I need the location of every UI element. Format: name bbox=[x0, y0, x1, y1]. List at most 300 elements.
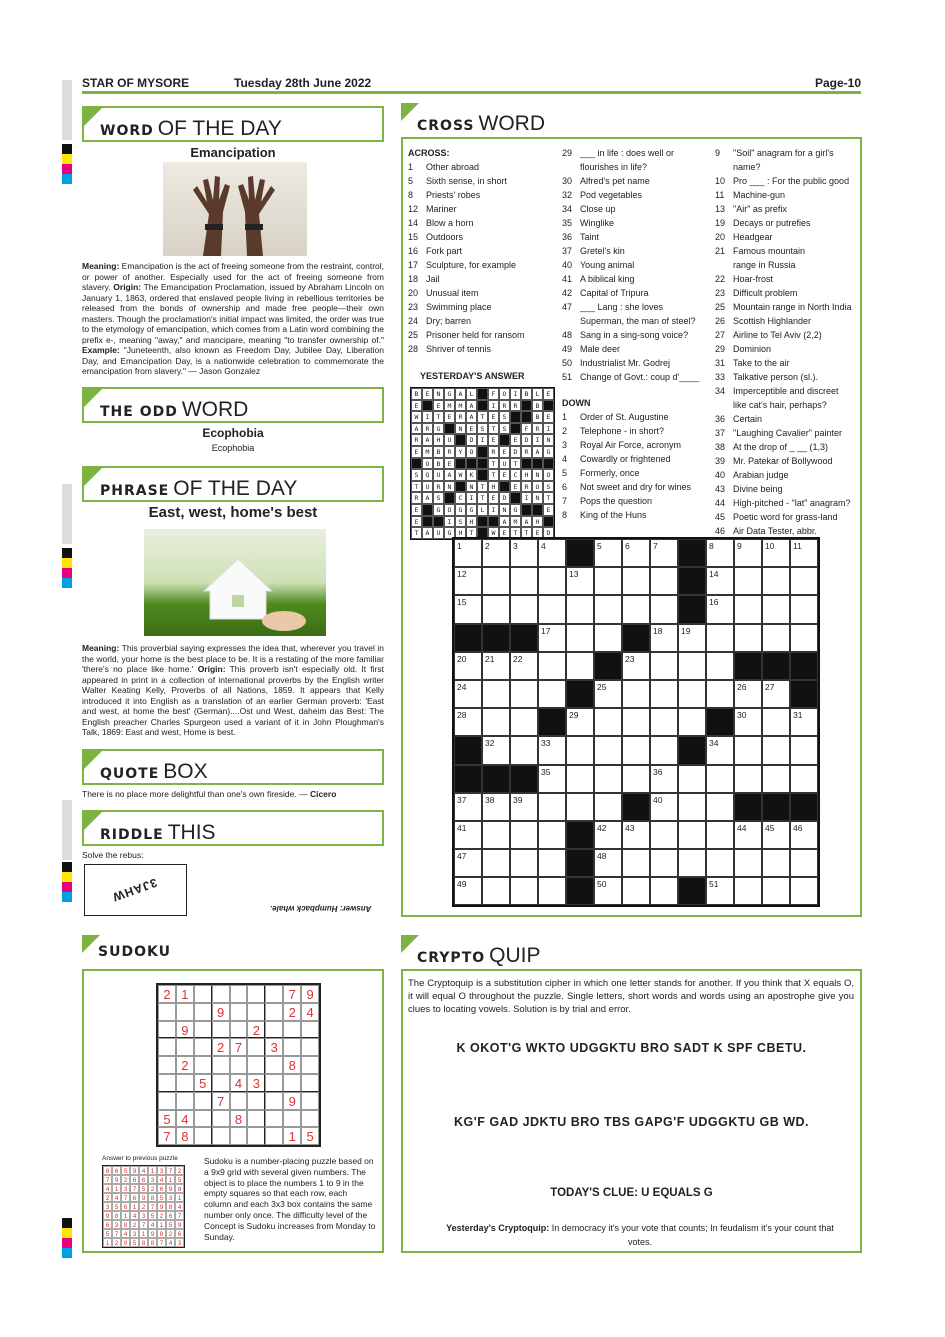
sudoku-cell: 7 bbox=[157, 1238, 166, 1247]
yesterday-answer-grid bbox=[410, 387, 555, 540]
crossword-cell[interactable]: 46 bbox=[790, 821, 818, 849]
crossword-cell[interactable] bbox=[566, 595, 594, 623]
sudoku-cell[interactable] bbox=[265, 1074, 283, 1092]
clue-number: 8 bbox=[408, 190, 414, 200]
crossword-cell[interactable] bbox=[678, 821, 706, 849]
crossword-cell[interactable]: 49 bbox=[454, 877, 482, 905]
clue-text: "Soil" anagram for a girl's name? bbox=[733, 148, 834, 172]
yesterday-cell: B bbox=[532, 411, 543, 423]
sudoku-cell[interactable] bbox=[247, 1127, 265, 1145]
sudoku-cell[interactable] bbox=[212, 1110, 230, 1128]
crossword-row bbox=[454, 680, 818, 708]
crossword-cell[interactable] bbox=[622, 567, 650, 595]
cryptoquip-title: CRYPTO QUIP bbox=[401, 935, 862, 971]
sudoku-cell: 6 bbox=[103, 1220, 112, 1229]
crossword-cell[interactable] bbox=[594, 708, 622, 736]
crossword-cell[interactable] bbox=[538, 680, 566, 708]
sudoku-cell: 8 bbox=[148, 1193, 157, 1202]
crossword-cell[interactable] bbox=[762, 849, 790, 877]
sudoku-cell[interactable] bbox=[265, 985, 283, 1003]
crossword-cell[interactable]: 50 bbox=[594, 877, 622, 905]
cryptoquip-intro: The Cryptoquip is a substitution cipher in which one letter stands for another. If you think that X equals O, it will equal O throughout the puzzle. Single letters, short words and words using an apostrophe give you clues to locating vowels. Solution is by trial and error. bbox=[408, 978, 854, 1015]
crossword-cell[interactable] bbox=[734, 877, 762, 905]
crossword-cell[interactable] bbox=[678, 849, 706, 877]
crossword-cell[interactable]: 5 bbox=[594, 539, 622, 567]
crossword-block bbox=[454, 736, 482, 764]
crossword-cell[interactable] bbox=[594, 624, 622, 652]
crossword-cell[interactable]: 6 bbox=[622, 539, 650, 567]
sudoku-cell[interactable] bbox=[247, 1003, 265, 1021]
yesterday-cell: E bbox=[488, 492, 499, 504]
crossword-cell[interactable] bbox=[762, 624, 790, 652]
yesterday-cell: E bbox=[411, 446, 422, 458]
sudoku-cell[interactable] bbox=[212, 1056, 230, 1074]
sudoku-cell[interactable] bbox=[158, 1038, 176, 1056]
crossword-cell[interactable]: 39 bbox=[510, 793, 538, 821]
sudoku-cell: 2 bbox=[157, 1211, 166, 1220]
sudoku-cell[interactable] bbox=[301, 1056, 319, 1074]
crossword-cell[interactable] bbox=[762, 567, 790, 595]
crossword-cell[interactable] bbox=[482, 708, 510, 736]
crossword-cell[interactable]: 42 bbox=[594, 821, 622, 849]
crossword-cell[interactable] bbox=[622, 765, 650, 793]
crossword-cell[interactable] bbox=[734, 567, 762, 595]
clue-text: Difficult problem bbox=[733, 288, 798, 298]
sudoku-cell[interactable] bbox=[247, 1092, 265, 1110]
yesterday-cell: I bbox=[521, 492, 532, 504]
sudoku-cell[interactable] bbox=[301, 1038, 319, 1056]
crossword-cell[interactable] bbox=[734, 595, 762, 623]
crossword-cell[interactable]: 11 bbox=[790, 539, 818, 567]
yesterday-cell: R bbox=[433, 481, 444, 493]
yesterday-cell: E bbox=[499, 446, 510, 458]
sudoku-cell[interactable] bbox=[176, 1038, 194, 1056]
house-photo bbox=[144, 529, 326, 636]
sudoku-cell[interactable] bbox=[301, 1021, 319, 1039]
crossword-cell[interactable] bbox=[594, 736, 622, 764]
crossword-cell[interactable] bbox=[594, 765, 622, 793]
crossword-cell[interactable]: 17 bbox=[538, 624, 566, 652]
clue-number: 18 bbox=[408, 274, 419, 284]
rebus-text: 3JAHW bbox=[110, 875, 159, 905]
clue-item bbox=[408, 202, 558, 216]
crossword-cell[interactable] bbox=[706, 765, 734, 793]
crossword-cell[interactable]: 2 bbox=[482, 539, 510, 567]
yesterday-cell: M bbox=[444, 400, 455, 412]
crossword-cell[interactable] bbox=[678, 793, 706, 821]
clue-number: 1 bbox=[562, 412, 568, 422]
crossword-cell[interactable] bbox=[762, 765, 790, 793]
yesterday-cell: D bbox=[521, 434, 532, 446]
sudoku-cell[interactable] bbox=[194, 1127, 212, 1145]
sudoku-cell[interactable] bbox=[283, 1038, 301, 1056]
crossword-cell[interactable]: 33 bbox=[538, 736, 566, 764]
crossword-cell[interactable] bbox=[734, 849, 762, 877]
yesterday-cell: A bbox=[444, 469, 455, 481]
clue-number: 37 bbox=[562, 246, 573, 256]
yesterday-cell: I bbox=[532, 434, 543, 446]
yesterday-cell bbox=[455, 481, 466, 493]
sudoku-cell: 8 bbox=[103, 1166, 112, 1175]
crossword-cell[interactable] bbox=[510, 708, 538, 736]
crossword-cell[interactable] bbox=[734, 765, 762, 793]
crossword-cell[interactable]: 40 bbox=[650, 793, 678, 821]
crossword-cell[interactable] bbox=[650, 652, 678, 680]
sudoku-cell[interactable] bbox=[265, 1021, 283, 1039]
clue-item bbox=[715, 356, 860, 370]
crossword-cell[interactable] bbox=[678, 680, 706, 708]
yesterday-cell: D bbox=[466, 434, 477, 446]
crossword-cell[interactable] bbox=[650, 680, 678, 708]
crossword-cell[interactable] bbox=[622, 595, 650, 623]
clue-item bbox=[562, 258, 712, 272]
crossword-cell[interactable]: 37 bbox=[454, 793, 482, 821]
crossword-cell[interactable]: 14 bbox=[706, 567, 734, 595]
yesterday-cell: D bbox=[499, 492, 510, 504]
sudoku-cell[interactable] bbox=[283, 1074, 301, 1092]
crossword-cell[interactable] bbox=[762, 595, 790, 623]
yesterday-cell: T bbox=[543, 492, 554, 504]
crossword-cell[interactable] bbox=[706, 624, 734, 652]
crossword-cell[interactable]: 35 bbox=[538, 765, 566, 793]
crossword-cell[interactable] bbox=[566, 624, 594, 652]
crossword-block bbox=[566, 849, 594, 877]
crossword-cell[interactable]: 30 bbox=[734, 708, 762, 736]
crossword-cell[interactable] bbox=[650, 877, 678, 905]
crossword-cell[interactable]: 19 bbox=[678, 624, 706, 652]
crossword-block bbox=[454, 624, 482, 652]
crossword-cell[interactable] bbox=[482, 821, 510, 849]
sudoku-cell[interactable] bbox=[212, 985, 230, 1003]
crossword-cell[interactable]: 25 bbox=[594, 680, 622, 708]
sudoku-cell[interactable] bbox=[265, 1092, 283, 1110]
crossword-cell[interactable]: 26 bbox=[734, 680, 762, 708]
crossword-cell[interactable] bbox=[762, 736, 790, 764]
crossword-cell[interactable] bbox=[482, 595, 510, 623]
crossword-cell[interactable] bbox=[566, 793, 594, 821]
crossword-cell[interactable] bbox=[678, 708, 706, 736]
crossword-cell[interactable]: 15 bbox=[454, 595, 482, 623]
crossword-cell[interactable] bbox=[622, 849, 650, 877]
sudoku-cell[interactable] bbox=[283, 1021, 301, 1039]
sudoku-cell[interactable] bbox=[212, 1127, 230, 1145]
crossword-grid[interactable] bbox=[452, 537, 820, 907]
clue-number: 2 bbox=[562, 426, 568, 436]
sudoku-cell[interactable] bbox=[230, 1003, 248, 1021]
sudoku-cell[interactable] bbox=[301, 1110, 319, 1128]
sudoku-cell[interactable] bbox=[194, 985, 212, 1003]
crossword-cell[interactable]: 34 bbox=[706, 736, 734, 764]
crossword-cell[interactable] bbox=[622, 680, 650, 708]
yesterday-cell: E bbox=[422, 388, 433, 400]
yesterday-cell: E bbox=[411, 400, 422, 412]
sudoku-cell[interactable] bbox=[247, 1056, 265, 1074]
clue-item bbox=[562, 342, 712, 356]
clue-number: 6 bbox=[562, 482, 568, 492]
sudoku-cell[interactable] bbox=[283, 1110, 301, 1128]
crossword-cell[interactable] bbox=[538, 567, 566, 595]
crossword-cell[interactable]: 22 bbox=[510, 652, 538, 680]
clue-item bbox=[562, 452, 712, 466]
crossword-cell[interactable]: 27 bbox=[762, 680, 790, 708]
crossword-cell[interactable] bbox=[650, 595, 678, 623]
yesterday-cell bbox=[477, 388, 488, 400]
yesterday-cell: I bbox=[488, 400, 499, 412]
sudoku-cell[interactable] bbox=[194, 1003, 212, 1021]
crossword-cell[interactable]: 48 bbox=[594, 849, 622, 877]
sudoku-cell[interactable] bbox=[158, 1092, 176, 1110]
crossword-cell[interactable] bbox=[510, 877, 538, 905]
sudoku-cell[interactable] bbox=[194, 1038, 212, 1056]
crossword-cell[interactable] bbox=[650, 849, 678, 877]
crossword-cell[interactable]: 38 bbox=[482, 793, 510, 821]
sudoku-cell[interactable] bbox=[194, 1021, 212, 1039]
crossword-block bbox=[482, 765, 510, 793]
sudoku-cell: 9 bbox=[112, 1175, 121, 1184]
sudoku-cell[interactable] bbox=[301, 1092, 319, 1110]
sudoku-cell: 4 bbox=[121, 1229, 130, 1238]
clue-text: Cowardly or frightened bbox=[580, 454, 671, 464]
crossword-cell[interactable]: 1 bbox=[454, 539, 482, 567]
yesterday-cell: G bbox=[543, 446, 554, 458]
yesterday-cell: G bbox=[455, 504, 466, 516]
crossword-row bbox=[454, 624, 818, 652]
crossword-cell[interactable]: 12 bbox=[454, 567, 482, 595]
crossword-cell[interactable] bbox=[510, 680, 538, 708]
crossword-cell[interactable] bbox=[706, 849, 734, 877]
clue-item bbox=[715, 496, 860, 510]
crossword-cell[interactable]: 21 bbox=[482, 652, 510, 680]
crossword-cell[interactable] bbox=[650, 708, 678, 736]
clue-text: Order of St. Augustine bbox=[580, 412, 669, 422]
crossword-cell[interactable]: 13 bbox=[566, 567, 594, 595]
sudoku-cell[interactable] bbox=[301, 1074, 319, 1092]
yesterday-cell: E bbox=[444, 411, 455, 423]
crossword-cell[interactable]: 16 bbox=[706, 595, 734, 623]
crossword-cell[interactable] bbox=[650, 567, 678, 595]
crossword-cell[interactable] bbox=[678, 765, 706, 793]
clue-item bbox=[715, 286, 860, 300]
yesterday-cell: U bbox=[444, 434, 455, 446]
crossword-cell[interactable]: 43 bbox=[622, 821, 650, 849]
crossword-cell[interactable] bbox=[482, 567, 510, 595]
crossword-cell[interactable] bbox=[706, 821, 734, 849]
sudoku-cell[interactable] bbox=[176, 1092, 194, 1110]
crossword-cell[interactable] bbox=[790, 595, 818, 623]
crossword-cell[interactable]: 44 bbox=[734, 821, 762, 849]
sudoku-cell: 5 bbox=[139, 1184, 148, 1193]
crossword-cell[interactable]: 4 bbox=[538, 539, 566, 567]
sudoku-cell[interactable] bbox=[212, 1074, 230, 1092]
sudoku-cell: 7 bbox=[283, 985, 301, 1003]
crossword-row bbox=[454, 652, 818, 680]
sudoku-cell[interactable] bbox=[176, 1074, 194, 1092]
clue-text: Gretel's kin bbox=[580, 246, 625, 256]
sudoku-grid[interactable] bbox=[156, 983, 321, 1147]
sudoku-cell[interactable] bbox=[230, 1056, 248, 1074]
crossword-cell[interactable] bbox=[538, 849, 566, 877]
sudoku-cell[interactable] bbox=[230, 1092, 248, 1110]
yesterday-cell: M bbox=[422, 446, 433, 458]
sudoku-cell[interactable] bbox=[230, 985, 248, 1003]
sudoku-cell[interactable] bbox=[265, 1110, 283, 1128]
sudoku-cell: 1 bbox=[166, 1175, 175, 1184]
yesterday-cell: H bbox=[532, 516, 543, 528]
sudoku-cell[interactable] bbox=[247, 1110, 265, 1128]
sudoku-cell[interactable] bbox=[158, 1021, 176, 1039]
sudoku-cell[interactable] bbox=[176, 1003, 194, 1021]
crossword-cell[interactable] bbox=[538, 595, 566, 623]
crossword-cell[interactable]: 47 bbox=[454, 849, 482, 877]
crossword-cell[interactable] bbox=[510, 736, 538, 764]
crossword-cell[interactable]: 7 bbox=[650, 539, 678, 567]
clue-number: 14 bbox=[408, 218, 419, 228]
crossword-cell[interactable] bbox=[650, 821, 678, 849]
crossword-cell[interactable] bbox=[594, 793, 622, 821]
clue-item bbox=[562, 480, 712, 494]
sudoku-cell: 5 bbox=[112, 1202, 121, 1211]
crossword-cell[interactable]: 51 bbox=[706, 877, 734, 905]
crossword-cell[interactable] bbox=[762, 708, 790, 736]
emancipation-photo bbox=[163, 162, 307, 256]
crossword-cell[interactable]: 23 bbox=[622, 652, 650, 680]
sudoku-row bbox=[103, 1229, 184, 1238]
crossword-cell[interactable] bbox=[566, 736, 594, 764]
crossword-cell[interactable] bbox=[622, 736, 650, 764]
sudoku-cell[interactable] bbox=[230, 1127, 248, 1145]
crossword-cell[interactable] bbox=[538, 793, 566, 821]
sudoku-cell[interactable] bbox=[194, 1110, 212, 1128]
yesterday-cell bbox=[532, 504, 543, 516]
crossword-cell[interactable] bbox=[706, 793, 734, 821]
crossword-cell[interactable]: 32 bbox=[482, 736, 510, 764]
sudoku-cell: 2 bbox=[166, 1229, 175, 1238]
crossword-cell[interactable]: 10 bbox=[762, 539, 790, 567]
sudoku-cell[interactable] bbox=[230, 1021, 248, 1039]
crossword-cell[interactable] bbox=[510, 849, 538, 877]
crossword-cell[interactable] bbox=[790, 624, 818, 652]
sudoku-cell[interactable] bbox=[247, 1038, 265, 1056]
crossword-cell[interactable]: 3 bbox=[510, 539, 538, 567]
crossword-cell[interactable] bbox=[790, 877, 818, 905]
crossword-cell[interactable]: 31 bbox=[790, 708, 818, 736]
crossword-cell[interactable] bbox=[790, 736, 818, 764]
crossword-cell[interactable]: 9 bbox=[734, 539, 762, 567]
crossword-cell[interactable] bbox=[594, 567, 622, 595]
yesterday-cell: I bbox=[422, 411, 433, 423]
sudoku-cell[interactable] bbox=[247, 985, 265, 1003]
crossword-cell[interactable]: 24 bbox=[454, 680, 482, 708]
sudoku-cell[interactable] bbox=[194, 1092, 212, 1110]
clue-text: At the drop of _ __ (1,3) bbox=[733, 442, 829, 452]
across-clues-col1 bbox=[408, 146, 558, 356]
sudoku-cell[interactable] bbox=[158, 1003, 176, 1021]
yesterday-cell: E bbox=[532, 527, 543, 539]
crossword-cell[interactable] bbox=[594, 595, 622, 623]
yesterday-cell: A bbox=[422, 527, 433, 539]
crossword-cell[interactable]: 8 bbox=[706, 539, 734, 567]
clue-text: King of the Huns bbox=[580, 510, 647, 520]
crossword-cell[interactable] bbox=[678, 652, 706, 680]
yesterday-cell: I bbox=[444, 516, 455, 528]
crossword-block bbox=[454, 765, 482, 793]
sudoku-cell[interactable] bbox=[158, 1074, 176, 1092]
crossword-cell[interactable] bbox=[734, 624, 762, 652]
crossword-cell[interactable] bbox=[622, 708, 650, 736]
sudoku-cell: 2 bbox=[112, 1238, 121, 1247]
crossword-cell[interactable] bbox=[510, 595, 538, 623]
crossword-cell[interactable] bbox=[538, 877, 566, 905]
clue-number: 10 bbox=[715, 176, 726, 186]
crossword-cell[interactable]: 36 bbox=[650, 765, 678, 793]
crossword-cell[interactable] bbox=[790, 849, 818, 877]
yesterday-cell: R bbox=[411, 434, 422, 446]
crossword-cell[interactable] bbox=[622, 877, 650, 905]
clue-item bbox=[562, 188, 712, 202]
crossword-cell[interactable] bbox=[482, 680, 510, 708]
sudoku-cell[interactable] bbox=[194, 1056, 212, 1074]
sudoku-cell[interactable] bbox=[158, 1056, 176, 1074]
yesterday-cell bbox=[521, 504, 532, 516]
crossword-cell[interactable] bbox=[650, 736, 678, 764]
clue-item bbox=[408, 342, 558, 356]
clue-item bbox=[562, 160, 712, 174]
crossword-cell[interactable] bbox=[762, 877, 790, 905]
crossword-cell[interactable] bbox=[566, 765, 594, 793]
clue-number: 38 bbox=[715, 442, 726, 452]
crossword-cell[interactable] bbox=[482, 849, 510, 877]
sudoku-cell: 6 bbox=[130, 1175, 139, 1184]
color-registration-marks bbox=[62, 1218, 72, 1258]
crossword-cell[interactable]: 18 bbox=[650, 624, 678, 652]
crossword-cell[interactable] bbox=[706, 652, 734, 680]
crossword-cell[interactable] bbox=[482, 877, 510, 905]
sudoku-cell[interactable] bbox=[265, 1127, 283, 1145]
crossword-cell[interactable]: 28 bbox=[454, 708, 482, 736]
yesterday-cell bbox=[510, 423, 521, 435]
crossword-cell[interactable]: 20 bbox=[454, 652, 482, 680]
crossword-block bbox=[566, 821, 594, 849]
yesterday-cell: B bbox=[532, 400, 543, 412]
crossword-cell[interactable]: 29 bbox=[566, 708, 594, 736]
crossword-cell[interactable] bbox=[706, 680, 734, 708]
crossword-cell[interactable] bbox=[538, 652, 566, 680]
yesterday-cell: T bbox=[433, 411, 444, 423]
crossword-cell[interactable]: 45 bbox=[762, 821, 790, 849]
crossword-row bbox=[454, 736, 818, 764]
crossword-cell[interactable] bbox=[510, 567, 538, 595]
sudoku-cell[interactable] bbox=[212, 1021, 230, 1039]
crossword-block bbox=[790, 793, 818, 821]
page-number: Page-10 bbox=[814, 76, 861, 90]
crossword-cell[interactable]: 41 bbox=[454, 821, 482, 849]
yesterday-cell: H bbox=[455, 527, 466, 539]
clue-text: Pod vegetables bbox=[580, 190, 643, 200]
crossword-cell[interactable] bbox=[790, 765, 818, 793]
crossword-cell[interactable] bbox=[734, 736, 762, 764]
crossword-cell[interactable] bbox=[566, 652, 594, 680]
yesterday-cell: A bbox=[532, 446, 543, 458]
crossword-cell[interactable] bbox=[790, 567, 818, 595]
sudoku-cell[interactable] bbox=[265, 1003, 283, 1021]
crossword-cell[interactable] bbox=[510, 821, 538, 849]
sudoku-cell: 3 bbox=[121, 1184, 130, 1193]
sudoku-cell[interactable] bbox=[265, 1056, 283, 1074]
yesterday-cell: T bbox=[510, 527, 521, 539]
clue-number: 17 bbox=[408, 260, 419, 270]
sudoku-cell: 3 bbox=[130, 1229, 139, 1238]
crossword-cell[interactable] bbox=[538, 821, 566, 849]
